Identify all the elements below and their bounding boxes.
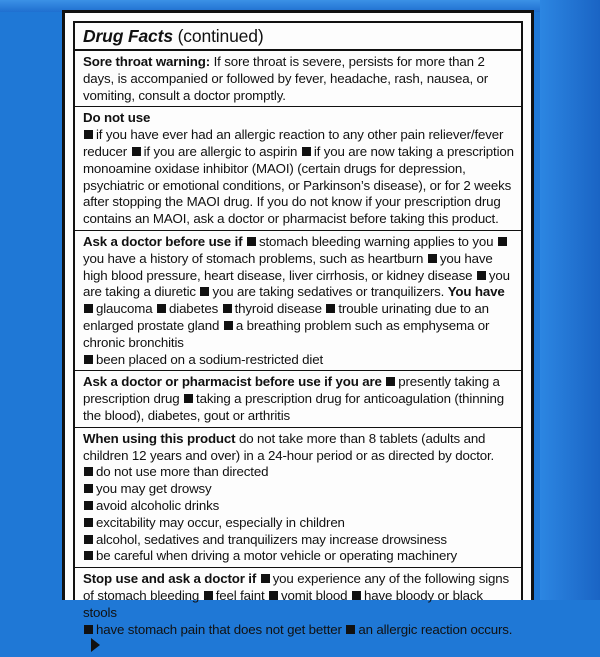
bullet-square xyxy=(352,591,361,600)
bullet-square xyxy=(477,271,486,280)
bullet-square xyxy=(84,535,93,544)
stop-use-item: have stomach pain that does not get better xyxy=(96,621,342,637)
ask-pharmacist-item: presently taking a prescription drug xyxy=(83,374,500,407)
bullet-square xyxy=(498,237,507,246)
stop-use-item: vomit blood xyxy=(281,587,348,603)
when-using-item: excitability may occur, especially in children xyxy=(96,514,345,530)
bullet-square xyxy=(132,147,141,156)
do-not-use-item: if you are allergic to aspirin xyxy=(143,143,298,159)
condition-item: glaucoma xyxy=(96,301,153,317)
bullet-square xyxy=(84,551,93,560)
package-side-edge xyxy=(540,0,600,600)
stop-use-item: you experience any of the following signs of stomach bleeding xyxy=(83,571,509,603)
bullet-square xyxy=(247,237,256,246)
stop-use-item: have bloody or black stools xyxy=(83,587,483,620)
condition-item: thyroid disease xyxy=(234,301,322,317)
when-using-item: avoid alcoholic drinks xyxy=(96,497,220,513)
when-using-intro: do not take more than 8 tablets (adults and children 12 years and over) in a 24-hour period or as directed by doctor. xyxy=(83,430,495,463)
ask-pharmacist-item: taking a prescription drug for anticoagulation (thinning the blood), diabetes, gout or arthritis xyxy=(83,391,505,423)
bullet-square xyxy=(84,304,93,313)
bullet-square xyxy=(223,304,232,313)
condition-item: diabetes xyxy=(169,301,219,317)
ask-doctor-item: you are taking sedatives or tranquilizers. xyxy=(212,284,445,300)
ask-doctor-section xyxy=(75,234,521,371)
when-using-item: alcohol, sedatives and tranquilizers may increase drowsiness xyxy=(96,531,447,547)
ask-pharmacist-section xyxy=(75,374,521,427)
ask-doctor-item: you have a history of stomach problems, such as heartburn xyxy=(83,250,424,266)
bullet-square xyxy=(157,304,166,313)
when-using-item: you may get drowsy xyxy=(96,481,212,497)
continue-arrow-icon xyxy=(91,638,100,652)
stop-use-section xyxy=(75,571,521,657)
bullet-square xyxy=(204,591,213,600)
do-not-use-heading: Do not use xyxy=(83,110,151,126)
bullet-square xyxy=(84,518,93,527)
do-not-use-item: if you are now taking a prescription monoamine oxidase inhibitor (MAOI) (certain drugs for depression, psychiatric or emotional conditions, or Parkinson’s disease), or for 2 weeks after stopping the MAOI drug. If you do not know if your prescription drug contains an MAOI, ask a doctor or pharmacist before taking this product. xyxy=(83,143,514,227)
bullet-square xyxy=(84,467,93,476)
bullet-square xyxy=(84,355,93,364)
bullet-square xyxy=(84,130,93,139)
bullet-square xyxy=(261,574,270,583)
do-not-use-section xyxy=(75,110,521,231)
ask-doctor-item: you have high blood pressure, heart disease, liver cirrhosis, or kidney disease xyxy=(83,250,493,283)
sore-throat-section xyxy=(75,54,521,107)
bullet-square xyxy=(302,147,311,156)
when-using-item: be careful when driving a motor vehicle or operating machinery xyxy=(96,548,457,564)
stop-use-item: an allergic reaction occurs. xyxy=(358,621,513,637)
bullet-square xyxy=(346,625,355,634)
when-using-heading: When using this product xyxy=(83,430,236,446)
sore-throat-text: If sore throat is severe, persists for more than 2 days, is accompanied or followed by fever, headache, rash, nausea, or vomiting, consult a doctor promptly. xyxy=(83,54,489,103)
bullet-square xyxy=(200,287,209,296)
condition-item: a breathing problem such as emphysema or chronic bronchitis xyxy=(83,317,490,350)
bullet-square xyxy=(326,304,335,313)
bullet-square xyxy=(84,501,93,510)
title-bold: Drug Facts xyxy=(83,26,173,46)
ask-pharmacist-heading: Ask a doctor or pharmacist before use if you are xyxy=(83,374,382,390)
bullet-square xyxy=(386,377,395,386)
bullet-square xyxy=(428,254,437,263)
you-have-label: You have xyxy=(447,284,505,300)
condition-item: been placed on a sodium-restricted diet xyxy=(96,351,323,367)
drug-facts-inner xyxy=(73,21,523,637)
ask-doctor-heading: Ask a doctor before use if xyxy=(83,233,243,249)
stop-use-item: feel faint xyxy=(215,587,265,603)
when-using-section xyxy=(75,431,521,568)
ask-doctor-item: you are taking a diuretic xyxy=(83,267,510,300)
title-continued: (continued) xyxy=(177,26,264,46)
bullet-square xyxy=(269,591,278,600)
bullet-square xyxy=(84,625,93,634)
sore-throat-heading: Sore throat warning: xyxy=(83,54,211,69)
stop-use-heading: Stop use and ask a doctor if xyxy=(83,571,257,587)
condition-item: trouble urinating due to an enlarged prostate gland xyxy=(83,301,489,333)
bullet-square xyxy=(224,321,233,330)
bullet-square xyxy=(84,484,93,493)
drug-facts-title xyxy=(75,25,521,51)
when-using-item: do not use more than directed xyxy=(96,464,269,480)
ask-doctor-item: stomach bleeding warning applies to you xyxy=(258,233,494,249)
do-not-use-item: if you have ever had an allergic reaction to any other pain reliever/fever reducer xyxy=(83,127,504,159)
bullet-square xyxy=(184,394,193,403)
drug-facts-panel xyxy=(62,10,534,637)
